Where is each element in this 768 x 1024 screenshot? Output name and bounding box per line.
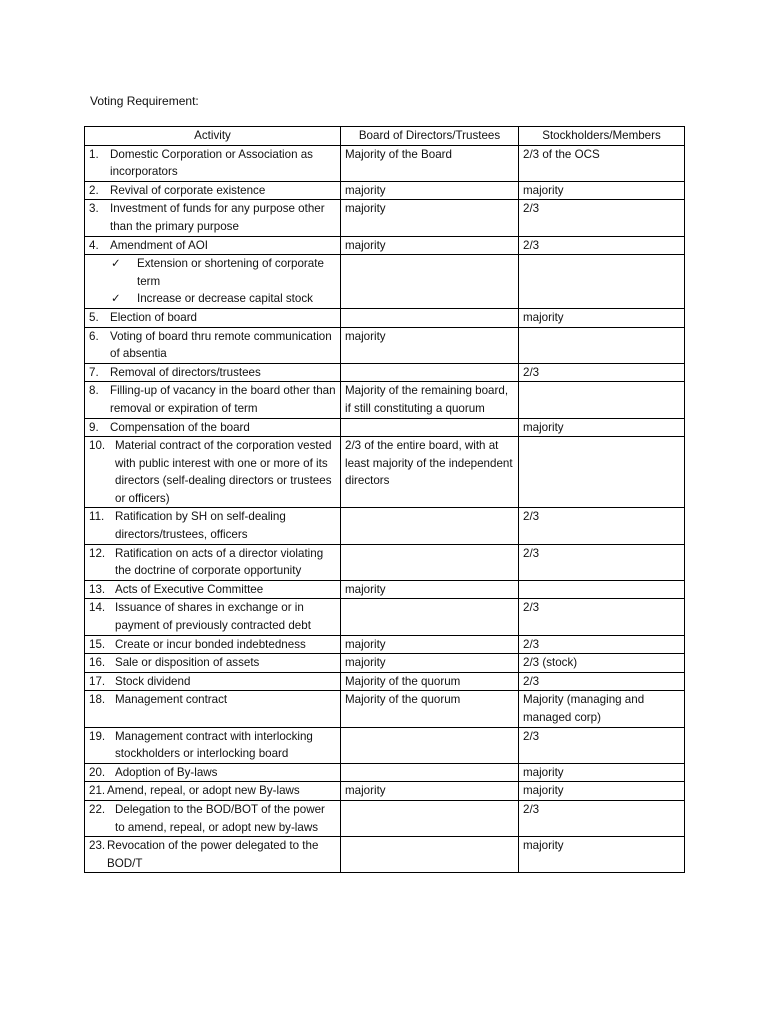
activity-number: 9. xyxy=(89,420,99,434)
activity-cell xyxy=(85,418,341,437)
board-requirement-cell xyxy=(341,800,519,836)
board-requirement-cell xyxy=(341,727,519,763)
activity-number: 2. xyxy=(89,183,99,197)
header-board: Board of Directors/Trustees xyxy=(341,127,519,146)
activity-text: Compensation of the board xyxy=(110,420,250,434)
stockholders-requirement-cell: 2/3 of the OCS xyxy=(519,145,685,181)
activity-cell xyxy=(85,635,341,654)
activity-number: 6. xyxy=(89,329,99,343)
activity-number: 12. xyxy=(89,546,106,560)
activity-cell xyxy=(85,255,341,309)
activity-number: 18. xyxy=(89,693,106,707)
table-row xyxy=(85,580,685,599)
stockholders-requirement-cell: majority xyxy=(519,181,685,200)
stockholders-requirement-cell: majority xyxy=(519,782,685,801)
activity-text: Management contract with interlocking stockholders or interlocking board xyxy=(115,729,313,761)
activity-cell xyxy=(85,382,341,418)
table-row xyxy=(85,782,685,801)
table-row xyxy=(85,145,685,181)
activity-number: 7. xyxy=(89,365,99,379)
stockholders-requirement-cell xyxy=(519,382,685,418)
stockholders-requirement-cell xyxy=(519,437,685,508)
activity-cell xyxy=(85,181,341,200)
stockholders-requirement-cell: 2/3 xyxy=(519,236,685,255)
table-row xyxy=(85,236,685,255)
activity-cell xyxy=(85,837,341,873)
board-requirement-cell xyxy=(341,508,519,544)
activity-cell xyxy=(85,763,341,782)
board-requirement-cell xyxy=(341,544,519,580)
board-requirement-cell xyxy=(341,763,519,782)
board-requirement-cell: majority xyxy=(341,580,519,599)
sub-activity-text: Increase or decrease capital stock xyxy=(137,292,313,306)
activity-number: 16. xyxy=(89,656,106,670)
activity-cell xyxy=(85,327,341,363)
header-activity: Activity xyxy=(85,127,341,146)
board-requirement-cell xyxy=(341,837,519,873)
activity-cell xyxy=(85,800,341,836)
activity-text: Amendment of AOI xyxy=(110,238,208,252)
activity-text: Create or incur bonded indebtedness xyxy=(115,637,306,651)
activity-number: 10. xyxy=(89,439,106,453)
activity-text: Removal of directors/trustees xyxy=(110,365,261,379)
sub-activity-text: Extension or shortening of corporate term xyxy=(137,257,324,288)
stockholders-requirement-cell: 2/3 xyxy=(519,363,685,382)
activity-text: Management contract xyxy=(115,693,228,707)
stockholders-requirement-cell xyxy=(519,580,685,599)
table-row xyxy=(85,599,685,635)
table-row xyxy=(85,654,685,673)
activity-number: 22. xyxy=(89,802,106,816)
activity-number: 8. xyxy=(89,384,99,398)
document-title: Voting Requirement: xyxy=(90,94,199,108)
table-row xyxy=(85,672,685,691)
activity-number: 19. xyxy=(89,729,106,743)
table-row xyxy=(85,327,685,363)
sub-activity-item xyxy=(89,290,336,308)
activity-number: 11. xyxy=(89,510,105,524)
activity-text: Material contract of the corporation vested with public interest with one or more of its directors (self-dealing directors or trustees or officers) xyxy=(115,439,332,505)
board-requirement-cell: majority xyxy=(341,782,519,801)
board-requirement-cell: Majority of the remaining board, if still constituting a quorum xyxy=(341,382,519,418)
stockholders-requirement-cell: 2/3 xyxy=(519,672,685,691)
activity-number: 21. xyxy=(89,784,106,798)
stockholders-requirement-cell: 2/3 xyxy=(519,200,685,236)
board-requirement-cell: majority xyxy=(341,635,519,654)
activity-number: 13. xyxy=(89,582,106,596)
table-header-row xyxy=(85,127,685,146)
activity-cell xyxy=(85,654,341,673)
activity-cell xyxy=(85,580,341,599)
board-requirement-cell: majority xyxy=(341,181,519,200)
stockholders-requirement-cell: 2/3 xyxy=(519,599,685,635)
activity-cell xyxy=(85,363,341,382)
stockholders-requirement-cell: majority xyxy=(519,763,685,782)
activity-cell xyxy=(85,544,341,580)
board-requirement-cell: majority xyxy=(341,327,519,363)
stockholders-requirement-cell: 2/3 xyxy=(519,635,685,654)
activity-number: 3. xyxy=(89,202,99,216)
activity-cell xyxy=(85,508,341,544)
activity-text: Adoption of By-laws xyxy=(115,765,218,779)
table-row xyxy=(85,691,685,727)
table-row xyxy=(85,437,685,508)
board-requirement-cell xyxy=(341,255,519,309)
stockholders-requirement-cell: 2/3 xyxy=(519,544,685,580)
table-row xyxy=(85,837,685,873)
activity-text: Amend, repeal, or adopt new By-laws xyxy=(107,784,300,798)
activity-number: 15. xyxy=(89,637,106,651)
activity-text: Ratification on acts of a director violating the doctrine of corporate opportunity xyxy=(115,546,324,578)
board-requirement-cell: majority xyxy=(341,200,519,236)
stockholders-requirement-cell xyxy=(519,327,685,363)
activity-number: 20. xyxy=(89,765,106,779)
stockholders-requirement-cell: majority xyxy=(519,837,685,873)
activity-number: 14. xyxy=(89,601,106,615)
table-row xyxy=(85,200,685,236)
activity-text: Filling-up of vacancy in the board other than removal or expiration of term xyxy=(110,384,336,415)
table-row xyxy=(85,763,685,782)
activity-text: Election of board xyxy=(110,310,198,324)
table-row xyxy=(85,382,685,418)
table-row xyxy=(85,544,685,580)
activity-text: Voting of board thru remote communication of absentia xyxy=(110,329,332,361)
table-row xyxy=(85,418,685,437)
stockholders-requirement-cell xyxy=(519,255,685,309)
activity-cell xyxy=(85,782,341,801)
table-row xyxy=(85,508,685,544)
voting-requirement-table xyxy=(84,126,685,873)
activity-number: 1. xyxy=(89,147,99,161)
checkmark-icon: ✓ xyxy=(111,257,121,271)
activity-text: Revocation of the power delegated to the BOD/T xyxy=(107,839,319,870)
activity-number: 5. xyxy=(89,310,99,324)
stockholders-requirement-cell: 2/3 xyxy=(519,800,685,836)
board-requirement-cell: 2/3 of the entire board, with at least majority of the independent directors xyxy=(341,437,519,508)
checkmark-icon: ✓ xyxy=(111,292,121,306)
activity-cell xyxy=(85,437,341,508)
activity-text: Delegation to the BOD/BOT of the power to amend, repeal, or adopt new by-laws xyxy=(115,802,325,834)
board-requirement-cell: Majority of the quorum xyxy=(341,691,519,727)
board-requirement-cell: Majority of the Board xyxy=(341,145,519,181)
stockholders-requirement-cell: 2/3 xyxy=(519,727,685,763)
table-row xyxy=(85,308,685,327)
board-requirement-cell xyxy=(341,599,519,635)
board-requirement-cell: majority xyxy=(341,654,519,673)
activity-text: Stock dividend xyxy=(115,674,191,688)
activity-number: 4. xyxy=(89,238,99,252)
table-row xyxy=(85,255,685,309)
activity-number: 17. xyxy=(89,674,106,688)
table-row xyxy=(85,800,685,836)
header-stockholders: Stockholders/Members xyxy=(519,127,685,146)
stockholders-requirement-cell: Majority (managing and managed corp) xyxy=(519,691,685,727)
activity-cell xyxy=(85,145,341,181)
stockholders-requirement-cell: majority xyxy=(519,308,685,327)
sub-activity-item xyxy=(89,255,336,290)
activity-text: Acts of Executive Committee xyxy=(115,582,264,596)
activity-text: Domestic Corporation or Association as incorporators xyxy=(110,147,313,179)
activity-cell xyxy=(85,308,341,327)
table-row xyxy=(85,363,685,382)
activity-text: Investment of funds for any purpose other than the primary purpose xyxy=(110,202,325,233)
table-row xyxy=(85,727,685,763)
activity-number: 23. xyxy=(89,839,106,853)
table-row xyxy=(85,635,685,654)
board-requirement-cell: majority xyxy=(341,236,519,255)
table-row xyxy=(85,181,685,200)
activity-text: Sale or disposition of assets xyxy=(115,656,260,670)
activity-cell xyxy=(85,599,341,635)
board-requirement-cell xyxy=(341,308,519,327)
activity-cell xyxy=(85,200,341,236)
activity-cell xyxy=(85,691,341,727)
board-requirement-cell xyxy=(341,363,519,382)
activity-text: Issuance of shares in exchange or in payment of previously contracted debt xyxy=(115,601,311,633)
stockholders-requirement-cell: 2/3 (stock) xyxy=(519,654,685,673)
board-requirement-cell xyxy=(341,418,519,437)
stockholders-requirement-cell: majority xyxy=(519,418,685,437)
activity-cell xyxy=(85,727,341,763)
activity-text: Ratification by SH on self-dealing directors/trustees, officers xyxy=(115,510,286,542)
activity-cell xyxy=(85,672,341,691)
activity-cell xyxy=(85,236,341,255)
table-body xyxy=(85,145,685,873)
activity-text: Revival of corporate existence xyxy=(110,183,266,197)
board-requirement-cell: Majority of the quorum xyxy=(341,672,519,691)
stockholders-requirement-cell: 2/3 xyxy=(519,508,685,544)
